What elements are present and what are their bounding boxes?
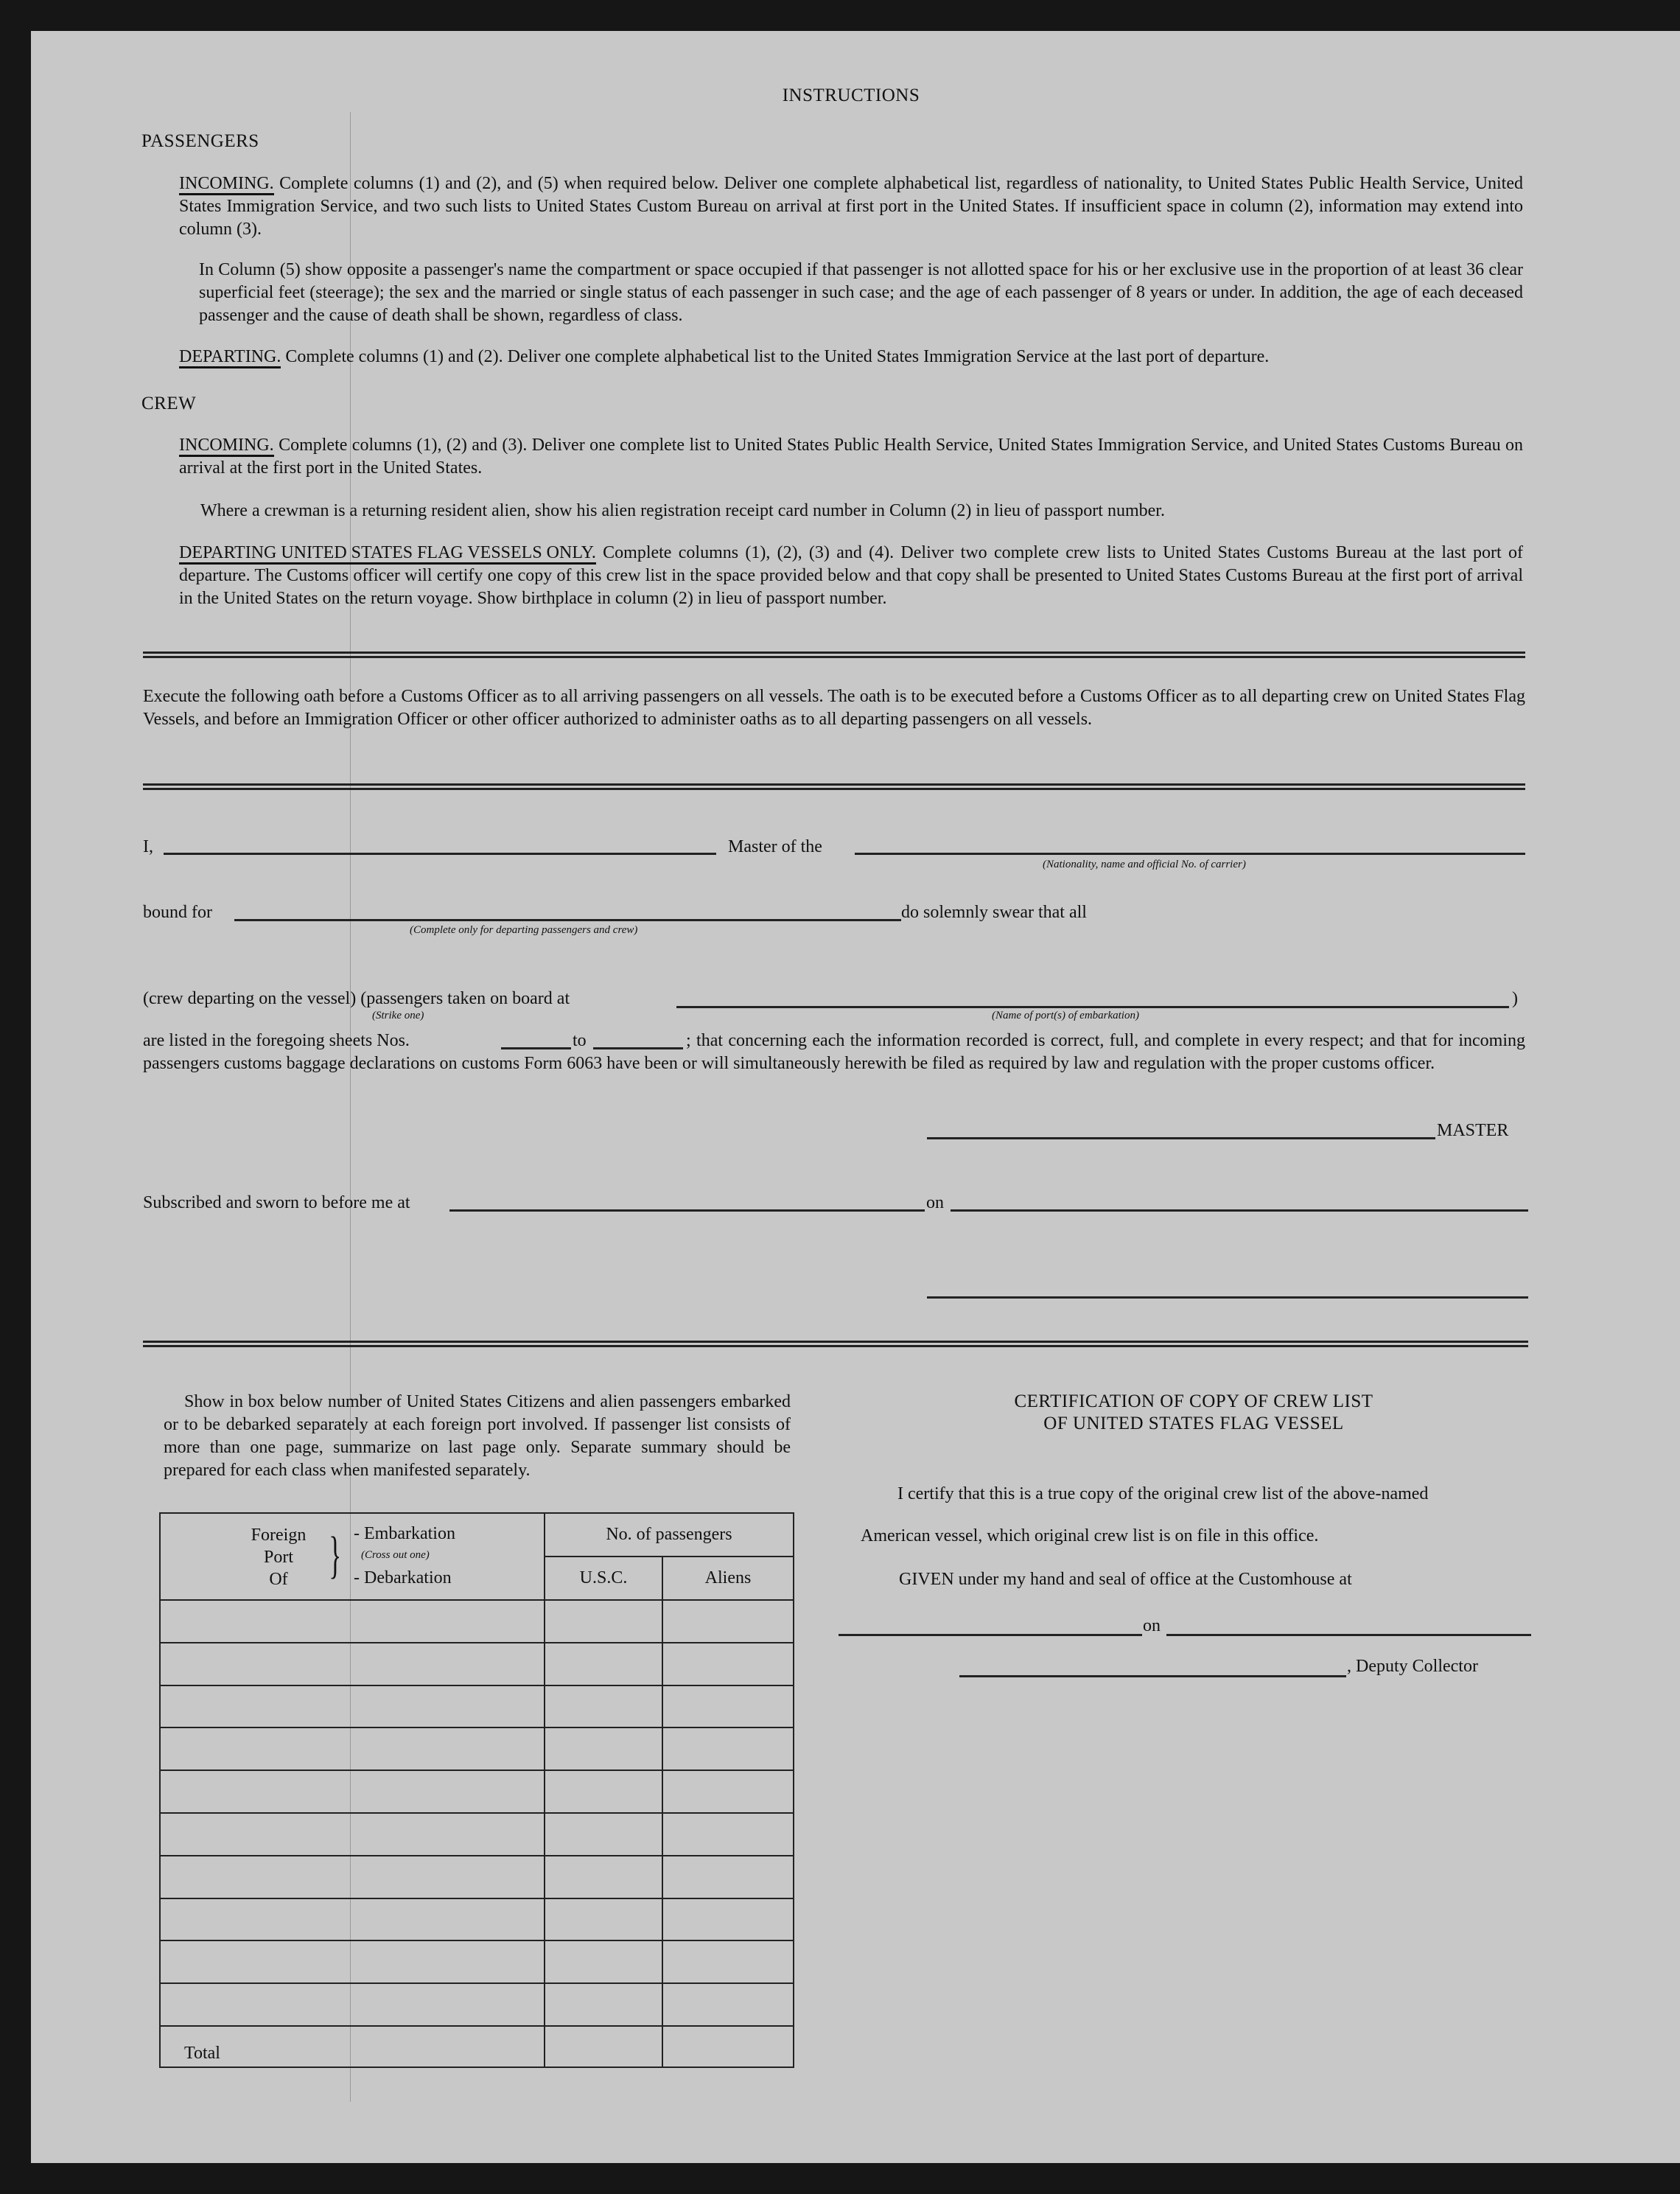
column5-text: In Column (5) show opposite a passenger's name the compartment or space occupied if that passenger is not allotted space for his or her exclusive use in the proportion of at least 36 clear superficial feet (steerage); the sex and the married or single status of each passenger in such case; and the age of each passenger of 8 years or under. In addition, the age of each deceased passenger and the cause of death shall be shown, regardless of class. (199, 260, 1523, 325)
crew-resident-text: Where a crewman is a returning resident alien, show his alien registration receipt card number in Column (2) in lieu of passport number. (200, 501, 1165, 520)
aliens-cell[interactable] (662, 1983, 794, 2026)
aliens-header: Aliens (662, 1557, 794, 1600)
close-paren: ) (1512, 989, 1518, 1008)
total-label: Total (160, 2026, 545, 2067)
usc-cell[interactable] (545, 1685, 662, 1728)
passengers-heading: PASSENGERS (141, 131, 259, 151)
usc-cell[interactable] (545, 1770, 662, 1813)
divider (143, 651, 1525, 658)
departing-label: DEPARTING. (179, 347, 281, 368)
usc-cell[interactable] (545, 1727, 662, 1770)
bound-hint: (Complete only for departing passengers and crew) (410, 924, 638, 936)
debarkation-label: - Debarkation (354, 1568, 452, 1587)
no-passengers-header: No. of passengers (545, 1513, 794, 1557)
master-label: MASTER (1437, 1121, 1509, 1140)
certification-title (899, 1391, 1488, 1435)
passengers-incoming (179, 172, 1523, 241)
port-label: Port (263, 1548, 293, 1567)
crew-departing-label: DEPARTING UNITED STATES FLAG VESSELS ONLY. (179, 543, 596, 565)
port-cell[interactable] (160, 1770, 545, 1813)
cross-out-hint: (Cross out one) (361, 1549, 430, 1561)
bound-for-field[interactable] (234, 899, 901, 921)
oath-i-label: I, (143, 837, 153, 856)
crew-departing-text: Complete columns (1), (2), (3) and (4). Deliver two complete crew lists to United States Customs Bureau at the last port of departure. The Customs officer will certify one copy of this crew list in the space provided below and that copy shall be presented to United States Customs Bureau at the first port of arrival in the United States on the return voyage. Show birthplace in column (2) in lieu of passport number. (179, 543, 1523, 608)
aliens-cell[interactable] (662, 1898, 794, 1941)
usc-cell[interactable] (545, 1813, 662, 1856)
customhouse-field[interactable] (839, 1614, 1142, 1636)
usc-cell[interactable] (545, 1940, 662, 1983)
aliens-cell[interactable] (662, 1685, 794, 1728)
crew-departing (179, 542, 1523, 610)
port-header (160, 1513, 545, 1600)
on-label: on (926, 1193, 944, 1212)
passengers-departing (179, 346, 1523, 368)
certify-date-field[interactable] (1166, 1614, 1531, 1636)
aliens-cell[interactable] (662, 1727, 794, 1770)
usc-total-cell[interactable] (545, 2026, 662, 2067)
usc-cell[interactable] (545, 1983, 662, 2026)
aliens-total-cell[interactable] (662, 2026, 794, 2067)
aliens-cell[interactable] (662, 1643, 794, 1685)
port-cell[interactable] (160, 1600, 545, 1643)
embarkation-port-field[interactable] (676, 986, 1509, 1008)
divider (143, 1341, 1528, 1347)
listed-text-2: ; that concerning each the information recorded is correct, full, and complete in every respect; and that for incoming passengers customs baggage declarations on customs Form 6063 have been or will simultaneously herewith be filed as required by law and regulation with the proper customs officer. (143, 1031, 1525, 1073)
bound-for-label: bound for (143, 903, 212, 922)
oath-intro: Execute the following oath before a Customs Officer as to all arriving passengers on all vessels. The oath is to be executed before a Customs Officer as to all departing crew on United States Flag Vessels, and before an Immigration Officer or other officer authorized to administer oaths as to all departing passengers on all vessels. (143, 687, 1525, 729)
brace-icon: } (329, 1527, 342, 1584)
port-cell[interactable] (160, 1898, 545, 1941)
deputy-signature-field[interactable] (959, 1655, 1346, 1677)
port-cell[interactable] (160, 1685, 545, 1728)
passenger-summary-table (159, 1512, 794, 2068)
aliens-cell[interactable] (662, 1600, 794, 1643)
usc-cell[interactable] (545, 1600, 662, 1643)
incoming-label: INCOMING. (179, 174, 274, 195)
certify-line-1: I certify that this is a true copy of the original crew list of the above-named (897, 1484, 1429, 1503)
certify-on-label: on (1143, 1616, 1161, 1635)
port-hint: (Name of port(s) of embarkation) (992, 1010, 1139, 1021)
sworn-place-field[interactable] (449, 1189, 925, 1212)
carrier-hint: (Nationality, name and official No. of carrier) (1043, 859, 1246, 870)
carrier-field[interactable] (855, 833, 1525, 855)
usc-cell[interactable] (545, 1898, 662, 1941)
aliens-cell[interactable] (662, 1856, 794, 1898)
usc-cell[interactable] (545, 1856, 662, 1898)
master-signature-field[interactable] (927, 1117, 1435, 1139)
port-cell[interactable] (160, 1643, 545, 1685)
crew-incoming (179, 434, 1523, 480)
departing-text: Complete columns (1) and (2). Deliver one complete alphabetical list to the United States Immigration Service at the last port of departure. (285, 347, 1270, 366)
master-name-field[interactable] (164, 833, 716, 855)
port-cell[interactable] (160, 1727, 545, 1770)
certify-line-3: GIVEN under my hand and seal of office at the Customhouse at (899, 1570, 1352, 1589)
port-cell[interactable] (160, 1940, 545, 1983)
crew-departing-text: (crew departing on the vessel) (passengers taken on board at (143, 989, 570, 1008)
certification-title-2: OF UNITED STATES FLAG VESSEL (1043, 1414, 1344, 1433)
aliens-cell[interactable] (662, 1770, 794, 1813)
page-title: INSTRUCTIONS (782, 85, 920, 105)
deputy-collector-label: , Deputy Collector (1347, 1657, 1478, 1676)
divider (143, 783, 1525, 790)
port-cell[interactable] (160, 1983, 545, 2026)
usc-cell[interactable] (545, 1643, 662, 1685)
certify-line-2: American vessel, which original crew list is on file in this office. (861, 1526, 1319, 1545)
crew-incoming-label: INCOMING. (179, 436, 274, 457)
port-cell[interactable] (160, 1813, 545, 1856)
crew-heading: CREW (141, 394, 197, 413)
strike-one-hint: (Strike one) (372, 1010, 424, 1021)
aliens-cell[interactable] (662, 1813, 794, 1856)
port-cell[interactable] (160, 1856, 545, 1898)
usc-header: U.S.C. (545, 1557, 662, 1600)
to-label: to (573, 1031, 587, 1050)
listed-text: are listed in the foregoing sheets Nos. (143, 1031, 410, 1050)
of-label: Of (269, 1570, 288, 1589)
crew-incoming-text: Complete columns (1), (2) and (3). Deliver one complete list to United States Public Health Service, United States Immigration Service, and United States Customs Bureau on arrival at the first port in the United States. (179, 436, 1524, 478)
master-of-label: Master of the (728, 837, 822, 856)
officer-signature-field[interactable] (927, 1276, 1528, 1299)
aliens-cell[interactable] (662, 1940, 794, 1983)
foreign-label: Foreign (251, 1526, 307, 1545)
sworn-date-field[interactable] (951, 1189, 1528, 1212)
swear-text: do solemnly swear that all (901, 903, 1087, 922)
summary-instructions: Show in box below number of United States Citizens and alien passengers embarked or to be debarked separately at each foreign port involved. If passenger list consists of more than one page, summarize on last page only. Separate summary should be prepared for each class when manifested separately. (164, 1392, 791, 1480)
incoming-text: Complete columns (1) and (2), and (5) when required below. Deliver one complete alphabetical list, regardless of nationality, to United States Public Health Service, United States Immigration Service, and two such lists to United States Custom Bureau on arrival at first port in the United States. If insufficient space in column (2), information may extend into column (3). (179, 174, 1523, 239)
certification-title-1: CERTIFICATION OF COPY OF CREW LIST (1014, 1391, 1373, 1411)
embarkation-label: - Embarkation (354, 1524, 455, 1543)
subscribed-label: Subscribed and sworn to before me at (143, 1193, 410, 1212)
